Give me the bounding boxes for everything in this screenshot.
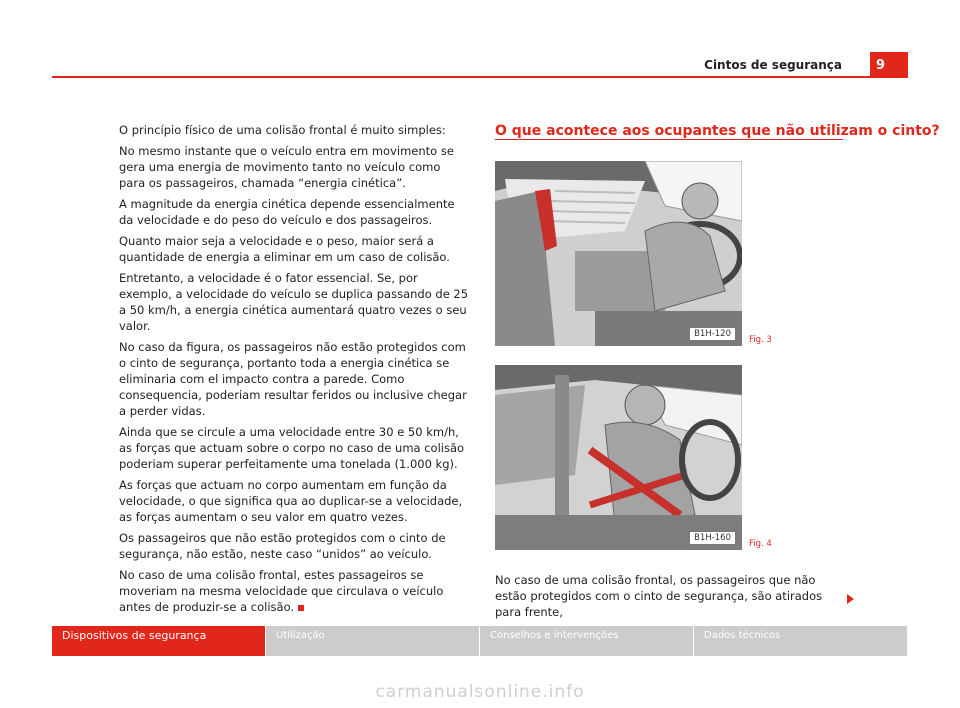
paragraph: Entretanto, a velocidade é o fator essencial. Se, por exemplo, a velocidade do veículo se duplica passando de 25 a 50 km/h, a energia cinética aumentará quatro vezes o seu valor. (119, 271, 469, 333)
section-title-underline (495, 139, 843, 140)
paragraph: O princípio físico de uma colisão frontal é muito simples: (119, 123, 446, 137)
chapter-navigation (52, 626, 908, 656)
paragraph: Quanto maior seja a velocidade e o peso, maior será a quantidade de energia a eliminar em um caso de colisão. (119, 234, 450, 264)
end-of-section-mark (298, 605, 304, 611)
figure-3-image (495, 161, 742, 346)
watermark: carmanualsonline.info (375, 682, 585, 702)
figure-3-code: B1H-120 (689, 327, 736, 341)
figure-4-label: Fig. 4 (749, 539, 772, 549)
figure-4-image (495, 365, 742, 550)
paragraph-last (119, 567, 469, 615)
section-title: O que acontece aos ocupantes que não utilizam o cinto? (495, 123, 940, 139)
nav-tab-utilizacao[interactable]: Utilização (266, 626, 480, 656)
paragraph: No mesmo instante que o veículo entra em movimento se gera uma energia de movimento tanto no veículo como para os passageiros, chamada “energia cinética”. (119, 144, 454, 190)
continued-text: No caso de uma colisão frontal, os passageiros que não estão protegidos com o cinto de segurança, são atirados para frente, (495, 573, 823, 619)
nav-tab-dados-tecnicos[interactable]: Dados técnicos (694, 626, 908, 656)
nav-tab-dispositivos[interactable]: Dispositivos de segurança (52, 626, 266, 656)
page-number: 9 (870, 52, 908, 78)
paragraph: Ainda que se circule a uma velocidade entre 30 e 50 km/h, as forças que actuam sobre o corpo no caso de uma colisão poderiam superar perfeitamente uma tonelada (1.000 kg). (119, 425, 465, 471)
paragraph: No caso da figura, os passageiros não estão protegidos com o cinto de segurança, portanto toda a energia cinética se eliminaria com el impacto contra a parede. Como consequencia, poderiam resultar feridos ou inclusive chegar a perder vidas. (119, 340, 467, 418)
continue-arrow-icon (847, 594, 854, 604)
paragraph-text: No caso de uma colisão frontal, estes passageiros se moveriam na mesma velocidade que circulava o veículo antes de produzir-se a colisão. (119, 568, 444, 614)
paragraph: A magnitude da energia cinética depende essencialmente da velocidade e do peso do veículo e dos passageiros. (119, 197, 455, 227)
header-divider (52, 76, 908, 78)
paragraph: Os passageiros que não estão protegidos com o cinto de segurança, não estão, neste caso “unidos” ao veículo. (119, 531, 446, 561)
figure-4-code: B1H-160 (689, 531, 736, 545)
running-header-title: Cintos de segurança (704, 58, 842, 72)
nav-tab-conselhos[interactable]: Conselhos e intervenções (480, 626, 694, 656)
left-column-text (119, 122, 469, 620)
paragraph: As forças que actuam no corpo aumentam em função da velocidade, o que significa qua ao duplicar-se a velocidade, as forças aumentam o seu valor em quatro vezes. (119, 478, 463, 524)
figure-3-label: Fig. 3 (749, 335, 772, 345)
